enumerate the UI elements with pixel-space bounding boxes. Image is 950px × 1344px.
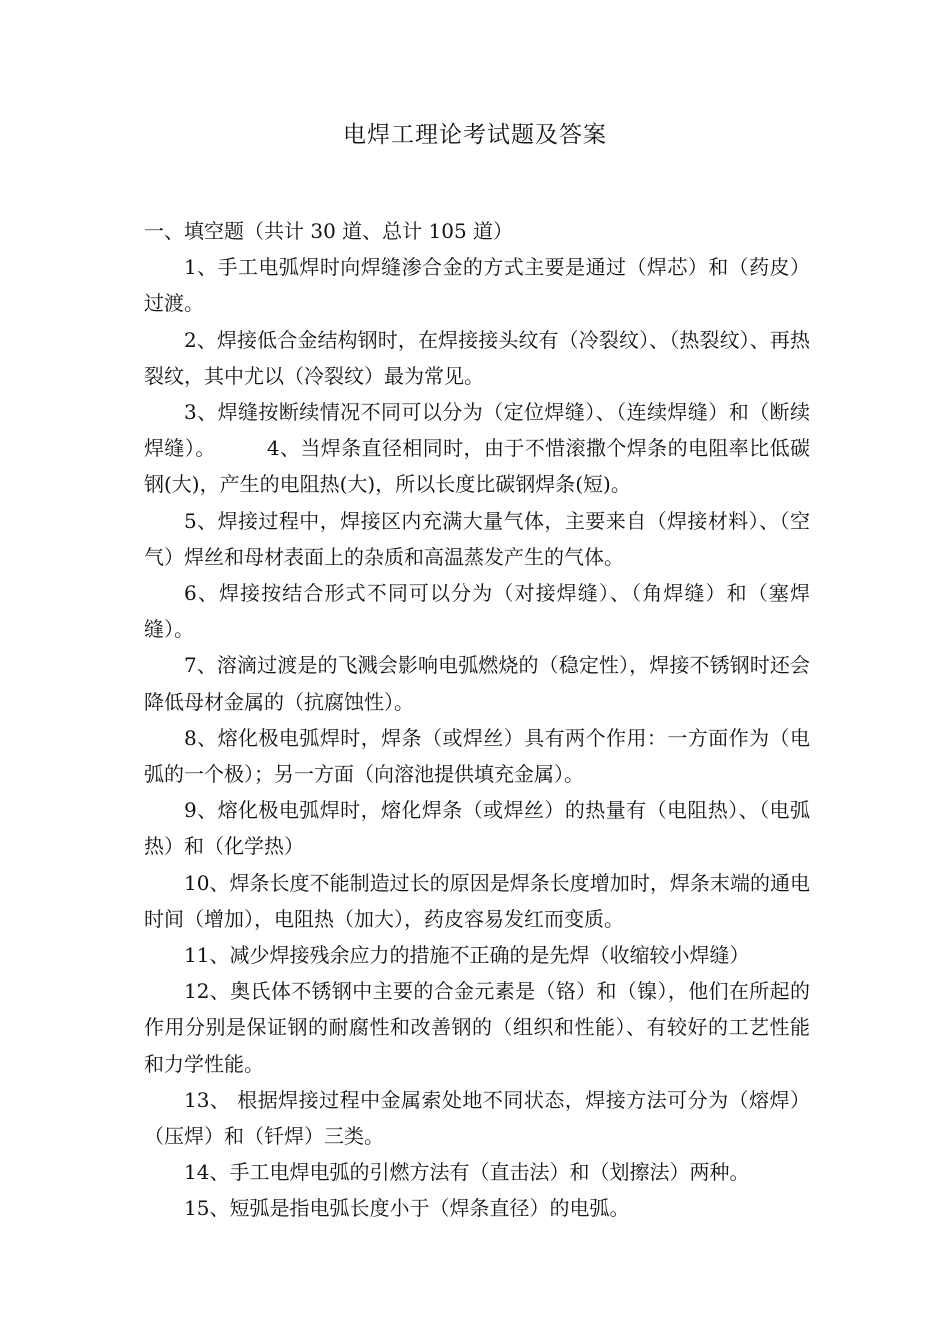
question-9: 9、熔化极电弧焊时，熔化焊条（或焊丝）的热量有（电阻热）、（电弧热）和（化学热） [144,798,810,859]
question-7: 7、溶滴过渡是的飞溅会影响电弧燃烧的（稳定性），焊接不锈钢时还会降低母材金属的（抗腐蚀性）。 [144,653,810,714]
question-14: 14、手工电焊电弧的引燃方法有（直击法）和（划擦法）两种。 [184,1160,750,1185]
question-11: 11、减少焊接残余应力的措施不正确的是先焊（收缩较小焊缝） [184,943,750,968]
question-15: 15、短弧是指电弧长度小于（焊条直径）的电弧。 [184,1196,630,1221]
question-12: 12、奥氏体不锈钢中主要的合金元素是（铬）和（镍），他们在所起的作用分别是保证钢的耐腐性和改善钢的（组织和性能）、有较好的工艺性能和力学性能。 [144,979,810,1076]
question-13: 13、 根据焊接过程中金属索处地不同状态，焊接方法可分为（熔焊）（压焊）和（钎焊）三类。 [144,1087,810,1149]
document-body [144,213,810,1227]
question-1: 1、手工电弧焊时向焊缝渗合金的方式主要是通过（焊芯）和（药皮）过渡。 [144,255,810,316]
question-6: 6、焊接按结合形式不同可以分为（对接焊缝）、（角焊缝）和（塞焊缝）。 [144,581,810,642]
question-8: 8、熔化极电弧焊时，焊条（或焊丝）具有两个作用：一方面作为（电弧的一个极）；另一方面（向溶池提供填充金属）。 [144,725,810,787]
question-5: 5、焊接过程中，焊接区内充满大量气体，主要来自（焊接材料）、（空气）焊丝和母材表面上的杂质和高温蒸发产生的气体。 [144,508,810,569]
question-2: 2、焊接低合金结构钢时，在焊接接头纹有（冷裂纹）、（热裂纹）、再热裂纹，其中尤以（冷裂纹）最为常见。 [144,327,810,388]
document-title: 电焊工理论考试题及答案 [343,122,607,148]
question-10: 10、焊条长度不能制造过长的原因是焊条长度增加时，焊条末端的通电时间（增加），电阻热（加大），药皮容易发红而变质。 [144,870,810,931]
section-heading: 一、填空题（共计 30 道、总计 105 道） [144,219,514,243]
question-3-4: 3、焊缝按断续情况不同可以分为（定位焊缝）、（连续焊缝）和（断续焊缝）。 4、当焊条直径相同时，由于不惜滚撒个焊条的电阻率比低碳钢(大)，产生的电阻热(大)，所以长度比碳钢焊条(短)。 [144,400,810,497]
